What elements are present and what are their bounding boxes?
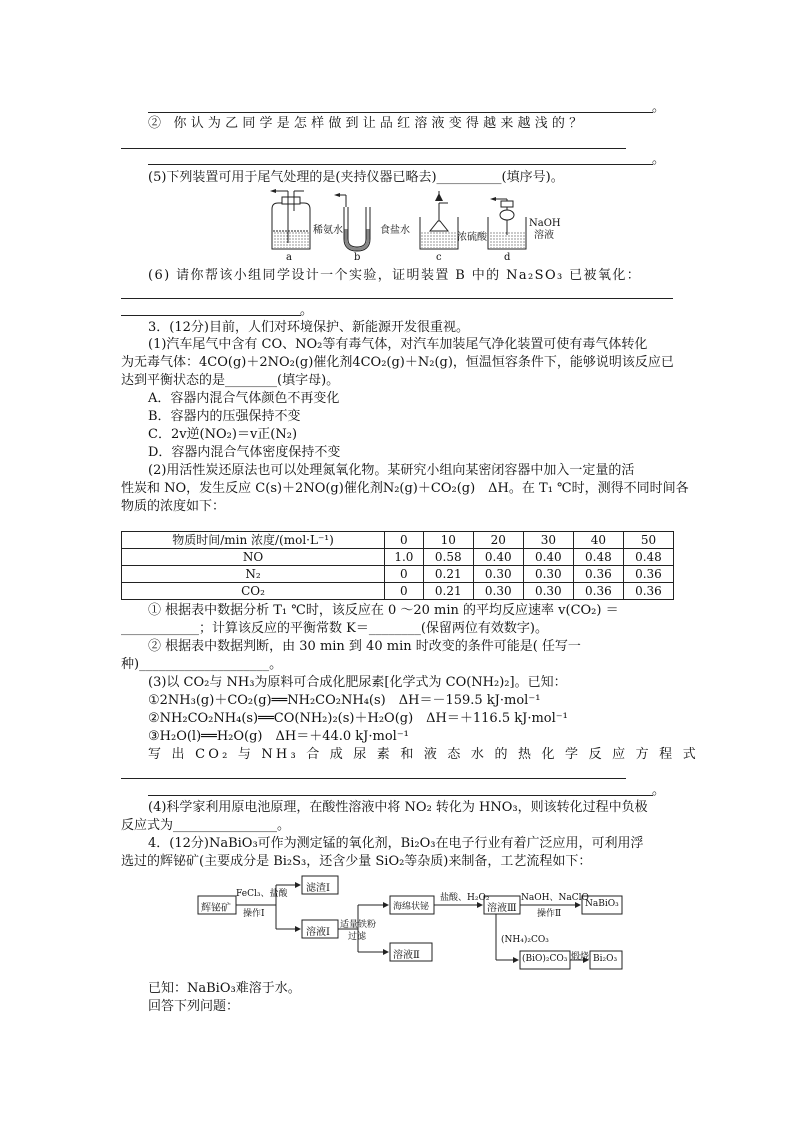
apparatus-a xyxy=(270,189,310,249)
flow-reagent-4: (NH₄)₂CO₃ xyxy=(501,935,549,945)
table-header-cell: 40 xyxy=(573,532,623,549)
table-cell: 0.30 xyxy=(523,583,573,600)
answer-line xyxy=(121,298,673,299)
table-cell: 0.58 xyxy=(423,549,473,566)
table-cell: 0 xyxy=(385,566,424,583)
problem-4-known: 已知：NaBiO₃难溶于水。 xyxy=(148,981,301,996)
table-row xyxy=(122,583,674,600)
flow-sponge-bismuth: 海绵状铋 xyxy=(393,902,430,912)
table-cell: 0.30 xyxy=(473,566,523,583)
equation-3: ③H₂O(l)══H₂O(g) ΔH＝＋44.0 kJ·mol⁻¹ xyxy=(148,729,409,744)
table-header-row xyxy=(122,532,674,549)
problem-3-part2-line1: (2)用活性炭还原法也可以处理氮氧化物。某研究小组向某密闭容器中加入一定量的活 xyxy=(148,463,635,478)
flow-operation-1: 操作Ⅰ xyxy=(243,909,265,919)
table-cell: N₂ xyxy=(122,566,385,583)
question-6-text: (6) 请你帮该小组同学设计一个实验，证明装置 B 中的 Na₂SO₃ 已被氧化： xyxy=(148,268,642,283)
apparatus-c-letter: c xyxy=(436,252,442,263)
table-cell: 0.36 xyxy=(623,566,673,583)
period: 。 xyxy=(652,783,666,798)
table-cell: 0.36 xyxy=(623,583,673,600)
flow-calcine: 煅烧 xyxy=(571,952,590,962)
answer-line xyxy=(148,112,653,113)
answer-line xyxy=(148,164,653,165)
table-row xyxy=(122,549,674,566)
table-row xyxy=(122,566,674,583)
apparatus-b-letter: b xyxy=(354,252,361,263)
table-cell: 0.48 xyxy=(623,549,673,566)
equation-1: ①2NH₃(g)＋CO₂(g)══NH₂CO₂NH₄(s) ΔH＝－159.5 kJ·mol⁻¹ xyxy=(148,693,541,708)
problem-3-intro: 3．(12分)目前，人们对环境保护、新能源开发很重视。 xyxy=(148,320,469,335)
sub-2-line1: ② 根据表中数据判断，由 30 min 到 40 min 时改变的条件可能是( 任写一 xyxy=(148,639,581,654)
answer-line xyxy=(121,778,626,779)
problem-3-part4-line2: 反应式为________________。 xyxy=(121,818,291,833)
table-cell: 0.36 xyxy=(573,566,623,583)
flow-reagent-2: 盐酸、H₂O₂ xyxy=(440,893,490,903)
problem-3-part3-line5: 写 出 CO₂ 与 NH₃ 合 成 尿 素 和 液 态 水 的 热 化 学 反 应 方 程 式 xyxy=(148,747,699,762)
flow-solution-2: 溶液Ⅱ xyxy=(393,950,420,961)
flow-intermediate: (BiO)₂CO₃ xyxy=(522,954,568,964)
flow-ore: 辉铋矿 xyxy=(201,903,231,914)
problem-4-line2: 选过的辉铋矿(主要成分是 Bi₂S₃，还含少量 SiO₂等杂质)来制备，工艺流程如下： xyxy=(121,854,592,869)
period: 。 xyxy=(652,152,666,167)
flow-solution-1: 溶液Ⅰ xyxy=(306,927,330,938)
apparatus-c xyxy=(420,191,458,249)
flow-residue-1: 滤渣Ⅰ xyxy=(306,883,330,894)
problem-3-part1-line2: 为无毒气体：4CO(g)＋2NO₂(g)催化剂4CO₂(g)＋N₂(g)，恒温恒容条件下，能够说明该反应已 xyxy=(121,355,674,370)
table-cell: 0.30 xyxy=(473,583,523,600)
table-header-cell: 50 xyxy=(623,532,673,549)
answer-line xyxy=(121,315,301,316)
option-b: B．容器内的压强保持不变 xyxy=(148,409,301,424)
table-header-cell: 30 xyxy=(523,532,573,549)
problem-3-part2-line3: 物质的浓度如下： xyxy=(121,499,226,514)
sub-1-line2: ____________；计算该反应的平衡常数 K＝________(保留两位有效数字)。 xyxy=(121,621,548,636)
problem-3-part2-line2: 性炭和 NO，发生反应 C(s)＋2NO(g)催化剂N₂(g)＋CO₂(g) ΔH。在 T₁ ℃时，测得不同时间各 xyxy=(121,481,689,496)
apparatus-c-label: 浓硫酸 xyxy=(457,232,487,243)
table-cell: 0.21 xyxy=(423,566,473,583)
sub-1-line1: ① 根据表中数据分析 T₁ ℃时，该反应在 0 ～20 min 的平均反应速率 v(CO₂) ＝ xyxy=(148,603,619,618)
table-cell: 0.30 xyxy=(523,566,573,583)
table-cell: 0.21 xyxy=(423,583,473,600)
flow-solution-3: 溶液Ⅲ xyxy=(487,903,517,914)
option-c: C．2v逆(NO₂)＝v正(N₂) xyxy=(148,427,298,442)
table-header-cell: 0 xyxy=(385,532,424,549)
period: 。 xyxy=(652,100,666,115)
option-a: A．容器内混合气体颜色不再变化 xyxy=(148,391,340,406)
question-5-text: (5)下列装置可用于尾气处理的是(夹持仪器已略去)__________(填序号)。 xyxy=(148,170,564,185)
apparatus-b-label: 食盐水 xyxy=(380,225,410,236)
problem-3-part1-line1: (1)汽车尾气中含有 CO、NO₂等有毒气体，对汽车加装尾气净化装置可使有毒气体转化 xyxy=(148,337,648,352)
concentration-table xyxy=(121,531,674,600)
answer-line xyxy=(148,795,653,796)
flow-filter: 过滤 xyxy=(348,932,367,942)
apparatus-d-label: NaOH溶液 xyxy=(529,218,561,241)
flow-product-1: NaBiO₃ xyxy=(585,899,619,909)
apparatus-a-letter: a xyxy=(286,252,292,263)
period: 。 xyxy=(300,303,314,318)
table-cell: 0.40 xyxy=(523,549,573,566)
table-header-cell: 20 xyxy=(473,532,523,549)
table-header-cell: 10 xyxy=(423,532,473,549)
sub-2-line2: 种)____________________。 xyxy=(121,657,283,672)
problem-3-part3-line1: (3)以 CO₂与 NH₃为原料可合成化肥尿素[化学式为 CO(NH₂)₂]。已知： xyxy=(148,675,567,690)
apparatus-d xyxy=(488,197,526,249)
problem-4-answer-prompt: 回答下列问题： xyxy=(148,999,240,1014)
problem-3-part1-line3: 达到平衡状态的是________(填字母)。 xyxy=(121,373,340,388)
flow-reagent-3: NaOH、NaClO xyxy=(521,893,589,903)
question-2-text: ② 你认为乙同学是怎样做到让品红溶液变得越来越浅的？ xyxy=(148,116,587,131)
table-cell: 0.48 xyxy=(573,549,623,566)
flow-iron-powder: 适量铁粉 xyxy=(340,920,377,930)
table-cell: 0 xyxy=(385,583,424,600)
table-cell: CO₂ xyxy=(122,583,385,600)
option-d: D．容器内混合气体密度保持不变 xyxy=(148,445,341,460)
table-cell: 0.36 xyxy=(573,583,623,600)
table-cell: 1.0 xyxy=(385,549,424,566)
problem-4-line1: 4．(12分)NaBiO₃可作为测定锰的氧化剂，Bi₂O₃在电子行业有着广泛应用，可利用浮 xyxy=(148,836,644,851)
answer-line xyxy=(121,148,626,149)
apparatus-d-letter: d xyxy=(504,252,511,263)
flow-operation-2: 操作Ⅱ xyxy=(537,909,562,919)
table-header-cell: 物质时间/min 浓度/(mol·L⁻¹) xyxy=(122,532,385,549)
equation-2: ②NH₂CO₂NH₄(s)══CO(NH₂)₂(s)＋H₂O(g) ΔH＝＋116.5 kJ·mol⁻¹ xyxy=(148,711,568,726)
table-cell: 0.40 xyxy=(473,549,523,566)
apparatus-a-label: 稀氨水 xyxy=(313,225,343,236)
problem-3-part4-line1: (4)科学家利用原电池原理，在酸性溶液中将 NO₂ 转化为 HNO₃，则该转化过程中负极 xyxy=(148,800,648,815)
table-cell: NO xyxy=(122,549,385,566)
flow-product-2: Bi₂O₃ xyxy=(593,954,618,964)
flow-reagent-1: FeCl₃、盐酸 xyxy=(236,889,288,899)
